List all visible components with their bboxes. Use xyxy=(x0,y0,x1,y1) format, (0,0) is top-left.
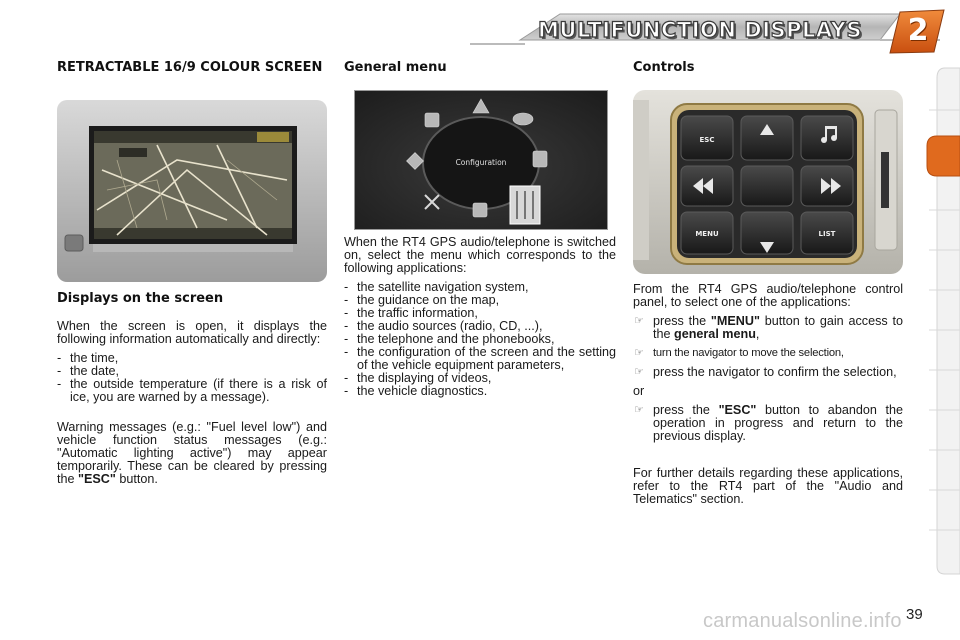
list-item: - the telephone and the phonebooks, xyxy=(344,333,616,346)
step-text: press the xyxy=(653,314,711,328)
list-item: - the configuration of the screen and the setting of the vehicle equipment parameters, xyxy=(344,346,616,372)
esc-button-label: ESC xyxy=(699,136,715,144)
general-menu-bold-text: general menu xyxy=(674,327,756,341)
pointing-finger-icon: ☞ xyxy=(634,347,644,359)
page-number: 39 xyxy=(906,606,923,623)
side-tabs-graphic xyxy=(925,66,960,576)
section-heading-displays: Displays on the screen xyxy=(57,291,224,306)
list-item: - the vehicle diagnostics. xyxy=(344,385,616,398)
controls-intro: From the RT4 GPS audio/telephone control panel, to select one of the applications: xyxy=(633,282,903,309)
menu-key-text: "MENU" xyxy=(710,314,760,328)
displays-list xyxy=(57,352,327,404)
controls-text xyxy=(633,283,903,506)
warning-text: Warning messages (e.g.: "Fuel level low") and vehicle function status messages (e.g.: "Automatic lighting active") may appear temporarily. These can be cleared by pressing the xyxy=(57,420,327,486)
list-item: - the audio sources (radio, CD, ...), xyxy=(344,320,616,333)
list-item: - the satellite navigation system, xyxy=(344,281,616,294)
screen-illustration xyxy=(57,100,327,282)
chapter-side-tabs xyxy=(925,66,960,576)
list-item: - the time, xyxy=(57,352,327,365)
step-text: press the xyxy=(653,403,719,417)
applications-list xyxy=(344,281,616,398)
page-header-title: MULTIFUNCTION DISPLAYS xyxy=(538,18,862,42)
step-text: button to gain access to the xyxy=(653,314,903,341)
displays-intro: When the screen is open, it displays the following information automatically and directly: xyxy=(57,319,327,346)
step-turn-navigator xyxy=(633,347,903,360)
step-press-menu xyxy=(633,315,903,341)
warning-paragraph xyxy=(57,421,327,486)
further-details: For further details regarding these applications, refer to the RT4 part of the "Audio and Telematics" section. xyxy=(633,466,903,506)
menu-button-label: MENU xyxy=(695,230,719,238)
control-panel-illustration xyxy=(633,90,903,274)
warning-text-end: button. xyxy=(115,472,158,486)
menu-illustration xyxy=(355,91,607,229)
displays-section xyxy=(57,291,327,486)
list-item: - the date, xyxy=(57,365,327,378)
column-controls xyxy=(633,60,903,75)
section-heading-general-menu: General menu xyxy=(344,60,447,75)
list-button-label: LIST xyxy=(818,230,836,238)
list-item: - the traffic information, xyxy=(344,307,616,320)
chapter-number: 2 xyxy=(907,13,929,48)
section-heading-controls: Controls xyxy=(633,60,695,75)
pointing-finger-icon: ☞ xyxy=(634,366,644,378)
or-text: or xyxy=(633,384,645,398)
controls-photo xyxy=(633,90,903,274)
list-item: - the guidance on the map, xyxy=(344,294,616,307)
screen-photo xyxy=(57,100,327,282)
general-menu-intro: When the RT4 GPS audio/telephone is switched on, select the menu which corresponds to the following applications: xyxy=(344,235,616,275)
step-press-navigator xyxy=(633,366,903,379)
menu-center-label: Configuration xyxy=(455,158,507,167)
esc-key-text: "ESC" xyxy=(718,403,757,417)
menu-photo xyxy=(354,90,608,230)
list-item: - the displaying of videos, xyxy=(344,372,616,385)
step-press-esc xyxy=(633,404,903,443)
general-menu-text xyxy=(344,236,616,398)
column-general-menu xyxy=(344,60,616,75)
esc-key-text: "ESC" xyxy=(78,472,116,486)
watermark: carmanualsonline.info xyxy=(703,610,902,632)
list-item: - the outside temperature (if there is a risk of ice, you are warned by a message). xyxy=(57,378,327,404)
step-text: button to abandon the operation in progress and return to the previous display. xyxy=(653,403,903,443)
step-text: turn the navigator to move the selection, xyxy=(653,347,844,359)
step-text: , xyxy=(755,327,760,341)
column-retractable-screen xyxy=(57,60,327,75)
pointing-finger-icon: ☞ xyxy=(634,315,644,327)
header-band xyxy=(0,0,960,56)
section-heading-retractable-screen: RETRACTABLE 16/9 COLOUR SCREEN xyxy=(57,60,323,75)
pointing-finger-icon: ☞ xyxy=(634,404,644,416)
step-text: press the navigator to confirm the selection, xyxy=(653,365,897,379)
